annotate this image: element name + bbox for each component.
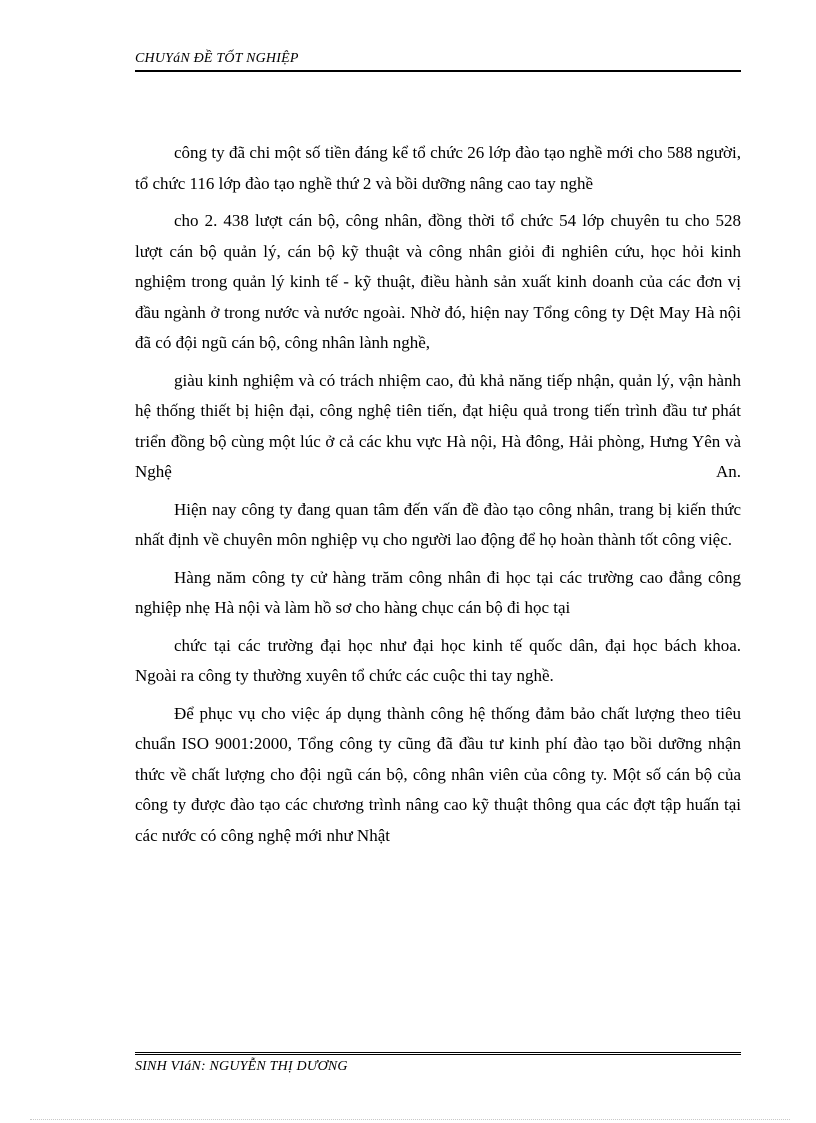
paragraph: Hàng năm công ty cử hàng trăm công nhân đi học tại các trường cao đẳng công nghiệp nhẹ Hà nội và làm hồ sơ cho hàng chục cán bộ đi học tại [135, 567, 741, 617]
paragraph: giàu kinh nghiệm và có trách nhiệm cao, đủ khả năng tiếp nhận, quản lý, vận hành hệ thống thiết bị hiện đại, công nghệ tiên tiến, đạt hiệu quả trong tiến trình đầu tư phát triển đồng bộ cùng một lúc ở cả các khu vực Hà nội, Hà đông, Hải phòng, Hưng Yên và Nghệ An. [135, 370, 741, 481]
document-body [135, 138, 741, 858]
footer-student-name: SINH VIáN: NGUYỄN THỊ DƯƠNG [135, 1059, 348, 1074]
paragraph: cho 2. 438 lượt cán bộ, công nhân, đồng thời tổ chức 54 lớp chuyên tu cho 528 lượt cán bộ quản lý, cán bộ kỹ thuật và công nhân giỏi đi nghiên cứu, học hỏi kinh nghiệm trong quản lý kinh tế - kỹ thuật, điều hành sản xuất kinh doanh của các đơn vị đầu ngành ở trong nước và nước ngoài. Nhờ đó, hiện nay Tổng công ty Dệt May Hà nội đã có đội ngũ cán bộ, công nhân lành nghề, [135, 211, 741, 352]
page-bottom-divider [30, 1119, 790, 1120]
page-footer [135, 1052, 741, 1081]
header-title: CHUYáN ĐỀ TỐT NGHIỆP [135, 51, 299, 66]
paragraph: chức tại các trường đại học như đại học kinh tế quốc dân, đại học bách khoa. Ngoài ra công ty thường xuyên tổ chức các cuộc thi tay nghề. [135, 635, 741, 685]
paragraph: Để phục vụ cho việc áp dụng thành công hệ thống đảm bảo chất lượng theo tiêu chuẩn ISO 9001:2000, Tổng công ty cũng đã đầu tư kinh phí đào tạo bồi dưỡng nhận thức về chất lượng cho đội ngũ cán bộ, công nhân viên của công ty. Một số cán bộ của công ty được đào tạo các chương trình nâng cao kỹ thuật thông qua các đợt tập huấn tại các nước có công nghệ mới như Nhật [135, 703, 741, 845]
paragraph: Hiện nay công ty đang quan tâm đến vấn đề đào tạo công nhân, trang bị kiến thức nhất định về chuyên môn nghiệp vụ cho người lao động để họ hoàn thành tốt công việc. [135, 499, 741, 549]
page-header [135, 50, 741, 72]
paragraph: công ty đã chi một số tiền đáng kể tổ chức 26 lớp đào tạo nghề mới cho 588 người, tổ chức 116 lớp đào tạo nghề thứ 2 và bồi dưỡng nâng cao tay nghề [135, 143, 741, 193]
